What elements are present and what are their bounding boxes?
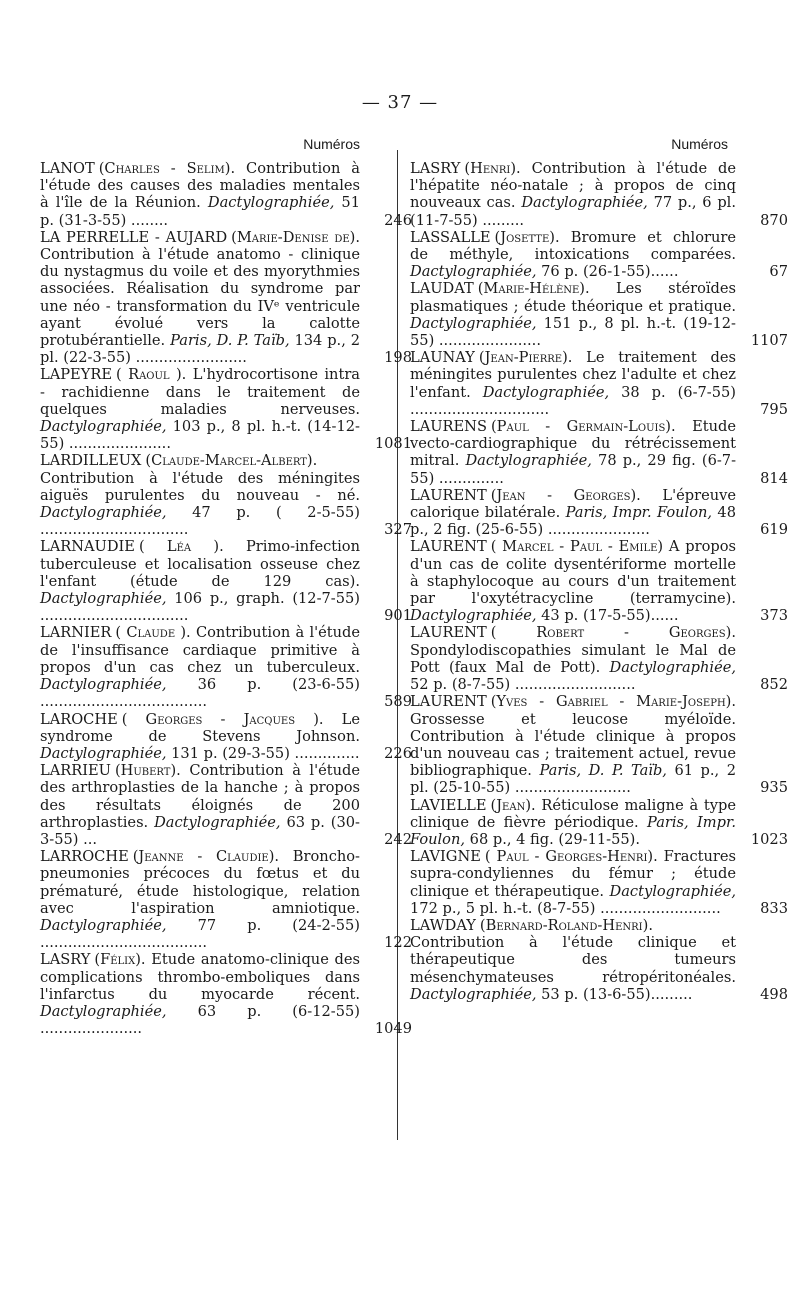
bibliography-entry <box>40 710 412 763</box>
pages-and-date: 77 p. (24-2-55) .................................... <box>40 916 360 952</box>
bibliography-entry <box>40 160 412 229</box>
bibliography-entry <box>40 452 412 539</box>
author-surname: LARDILLEUX <box>40 452 142 470</box>
author-given-names: (Félix). <box>94 951 146 969</box>
author-given-names: (Jeanne - Claudie). <box>132 848 280 866</box>
entry-text <box>410 624 736 693</box>
thesis-title: A propos d'un cas de colite dysentériforme mortelle à staphylocoque au cours d'un traitement par l'oxytétracycline (terramycine). <box>410 538 736 608</box>
entry-number: 246 <box>384 211 412 229</box>
entry-number: 589 <box>384 693 412 711</box>
pages-and-date: 48 p., 2 fig. (25-6-55) ...................... <box>410 504 736 539</box>
entry-number: 1023 <box>750 830 788 848</box>
pages-and-date: 68 p., 4 fig. (29-11-55). <box>465 830 640 848</box>
pages-and-date: 103 p., 8 pl. h.-t. (14-12-55) ...................... <box>40 418 360 453</box>
pages-and-date: 134 p., 2 pl. (22-3-55) ........................ <box>40 332 360 367</box>
entry-text <box>410 229 736 281</box>
entry-number: 242 <box>384 830 412 848</box>
author-surname: LANOT <box>40 160 95 177</box>
author-given-names: (Jean-Pierre). <box>478 349 573 367</box>
pages-and-date: 63 p. (30-3-55) ... <box>40 813 360 848</box>
entry-text <box>40 452 360 538</box>
author-given-names: (Paul - Germain-Louis). <box>490 418 676 436</box>
author-surname: LAURENS <box>410 418 487 436</box>
publication-info: Dactylographiée, <box>40 504 167 522</box>
publication-info: Dactylographiée, <box>482 383 610 401</box>
author-given-names: ( Léa ). <box>138 538 224 556</box>
bibliography-entry <box>410 538 788 625</box>
publication-info: Dactylographiée, <box>40 916 167 934</box>
pages-and-date: 63 p. (6-12-55) ...................... <box>40 1002 360 1038</box>
author-given-names: (Marie-Denise de). <box>231 228 360 246</box>
publication-info: Dactylographiée, <box>410 985 537 1003</box>
author-surname: LAURENT <box>410 624 487 642</box>
publication-info: Dactylographiée, <box>154 813 281 831</box>
author-given-names: ( Paul - Georges-Henri). <box>484 848 658 866</box>
left-column <box>40 160 412 1038</box>
pages-and-date: 151 p., 8 pl. h.-t. (19-12-55) ...................... <box>410 314 736 350</box>
entry-number: 498 <box>760 985 788 1003</box>
thesis-title: Fractures supra-condyliennes du fémur ; étude clinique et thérapeutique. <box>410 848 736 900</box>
entry-text <box>40 229 360 367</box>
pages-and-date: 52 p. (8-7-55) .......................... <box>410 676 636 694</box>
thesis-title: Contribution à l'étude de l'insuffisance cardiaque primitive à propos d'un cas chez un tuberculeux. <box>40 624 361 676</box>
author-surname: LAPEYRE <box>40 366 112 384</box>
entry-number: 619 <box>760 521 788 539</box>
pages-and-date: 61 p., 2 pl. (25-10-55) ......................... <box>410 762 736 797</box>
entry-text <box>40 848 360 951</box>
entry-number: 122 <box>384 934 412 952</box>
thesis-title: Bromure et chlorure de méthyle, intoxications comparées. <box>410 228 736 264</box>
bibliography-entry <box>40 624 412 711</box>
bibliography-entry <box>410 228 788 281</box>
entry-text <box>410 418 736 487</box>
bibliography-entry <box>40 228 412 367</box>
publication-info: Dactylographiée, <box>207 194 335 212</box>
bibliography-entry <box>410 624 788 694</box>
author-given-names: (Bernard-Roland-Henri). <box>479 916 653 934</box>
author-given-names: (Jean - Georges). <box>490 486 641 504</box>
entry-number: 1081 <box>374 435 412 453</box>
publication-info: Dactylographiée, <box>521 194 648 212</box>
author-surname: LAROCHE <box>40 710 118 728</box>
pages-and-date: 38 p. (6-7-55) .............................. <box>410 383 737 418</box>
entry-text <box>410 487 736 539</box>
entry-number: 1107 <box>750 332 788 350</box>
author-surname: LAVIGNE <box>410 848 481 866</box>
entry-number: 852 <box>760 676 788 694</box>
bibliography-entry <box>40 538 412 625</box>
entry-text <box>40 624 360 710</box>
entry-number: 67 <box>769 263 788 281</box>
entry-number: 795 <box>760 400 788 418</box>
thesis-title: Grossesse et leucose myéloïde. Contribution à l'étude clinique à propos d'un nouveau cas ; traitement actuel, revue bibliographique. <box>410 710 736 780</box>
pages-and-date: 76 p. (26-1-55)...... <box>536 263 679 281</box>
author-surname: LAURENT <box>410 538 487 556</box>
author-surname: LAUDAT <box>410 280 474 298</box>
entry-number: 226 <box>384 744 412 762</box>
author-surname: LARNIER <box>40 624 112 642</box>
bibliography-entry <box>410 916 788 1003</box>
entry-text <box>410 917 736 1003</box>
pages-and-date: 53 p. (13-6-55)......... <box>536 985 693 1003</box>
entry-text <box>40 762 360 848</box>
pages-and-date: 131 p. (29-3-55) .............. <box>166 744 360 762</box>
bibliography-entry <box>40 951 412 1038</box>
thesis-title: Primo-infection tuberculeuse et localisation osseuse chez l'enfant (étude de 129 cas). <box>40 538 360 590</box>
author-given-names: (Jean). <box>490 796 536 814</box>
pages-and-date: 172 p., 5 pl. h.-t. (8-7-55) .......................... <box>410 899 721 917</box>
thesis-title: Spondylodiscopathies simulant le Mal de Pott (faux Mal de Pott). <box>410 641 736 676</box>
thesis-title: Contribution à l'étude des arthroplasties de la hanche ; à propos des résultats éloignés de 200 arthroplasties. <box>40 762 360 831</box>
entry-text <box>40 160 360 229</box>
author-surname: LASSALLE <box>410 228 491 246</box>
entry-text <box>40 538 360 624</box>
bibliography-entry <box>40 366 412 453</box>
bibliography-entry <box>410 848 788 917</box>
column-divider <box>397 150 398 1140</box>
pages-and-date: 51 p. (31-3-55) ........ <box>40 194 360 229</box>
publication-info: Dactylographiée, <box>40 744 167 762</box>
publication-info: Dactylographiée, <box>410 607 537 625</box>
author-surname: LA PERRELLE - AUJARD <box>40 228 228 246</box>
publication-info: Dactylographiée, <box>465 452 592 470</box>
thesis-title: L'hydrocortisone intra - rachidienne dans le traitement de quelques maladies nerveuses. <box>40 366 360 418</box>
author-given-names: ( Marcel - Paul - Emile) <box>490 538 664 556</box>
publication-info: Dactylographiée, <box>40 590 167 608</box>
entry-number: 935 <box>760 779 788 797</box>
entry-text <box>410 797 736 849</box>
entry-text <box>40 366 360 452</box>
entry-number: 327 <box>384 521 412 539</box>
author-given-names: ( Robert - Georges). <box>490 624 736 642</box>
entry-text <box>410 280 736 349</box>
author-surname: LAVIELLE <box>410 796 487 814</box>
publication-info: Dactylographiée, <box>609 882 736 900</box>
column-header-right: Numéros <box>671 136 728 152</box>
thesis-title: Etude anatomo-clinique des complications thrombo-emboliques dans l'infarctus du myocarde récent. <box>40 951 360 1003</box>
publication-info: Dactylographiée, <box>410 263 537 281</box>
bibliography-entry <box>40 848 412 952</box>
entry-number: 373 <box>760 607 788 625</box>
thesis-title: L'épreuve calorique bilatérale. <box>410 486 736 522</box>
bibliography-entry <box>410 486 788 539</box>
entry-number: 1049 <box>374 1020 412 1038</box>
entry-text <box>410 693 736 796</box>
author-given-names: (Hubert). <box>114 762 181 780</box>
thesis-title: Le traitement des méningites purulentes chez l'adulte et chez l'enfant. <box>410 349 736 401</box>
author-surname: LASRY <box>410 160 461 177</box>
author-given-names: (Yves - Gabriel - Marie-Joseph). <box>490 693 736 711</box>
publication-info: Paris, D. P. Taïb, <box>539 762 667 780</box>
author-given-names: (Marie-Hélène). <box>477 280 590 298</box>
author-given-names: (Henri). <box>464 160 521 177</box>
thesis-title: Réticulose maligne à type clinique de fièvre périodique. <box>410 796 736 831</box>
publication-info: Dactylographiée, <box>40 418 167 436</box>
publication-info: Dactylographiée, <box>40 1002 167 1020</box>
thesis-title: Broncho-pneumonies précoces du fœtus et du prématuré, étude histologique, relation avec l'aspiration amniotique. <box>40 848 360 917</box>
entry-number: 870 <box>760 211 788 229</box>
author-surname: LAURENT <box>410 693 487 711</box>
publication-info: Paris, Impr. Foulon, <box>410 813 737 848</box>
thesis-title: Contribution à l'étude clinique et thérapeutique des tumeurs mésenchymateuses rétropéritonéales. <box>410 934 736 986</box>
author-surname: LAWDAY <box>410 916 476 934</box>
pages-and-date: 78 p., 29 fig. (6-7-55) .............. <box>410 452 736 487</box>
entry-number: 833 <box>760 899 788 917</box>
pages-and-date: 77 p., 6 pl. (11-7-55) ......... <box>410 194 736 229</box>
thesis-title: Contribution à l'étude anatomo - clinique du nystagmus du voile et des myorythmies associées. Réalisation du syndrome par une néo - transformation du IVᵉ ventricule ayant évolué vers la calotte protubérantielle. <box>40 246 360 350</box>
entry-text <box>410 349 736 418</box>
thesis-title: Contribution à l'étude des causes des maladies mentales à l'île de la Réunion. <box>40 160 361 212</box>
author-given-names: ( Raoul ). <box>115 366 187 384</box>
pages-and-date: 36 p. (23-6-55) .................................... <box>40 676 360 711</box>
entry-text <box>40 951 360 1037</box>
author-surname: LASRY <box>40 951 91 969</box>
author-given-names: ( Georges - Jacques ). <box>121 710 324 728</box>
author-surname: LARNAUDIE <box>40 538 135 556</box>
entry-text <box>40 711 360 763</box>
bibliography-entry <box>410 349 788 418</box>
author-given-names: ( Claude ). <box>115 624 191 642</box>
pages-and-date: 47 p. ( 2-5-55) ................................ <box>40 504 360 539</box>
author-surname: LARRIEU <box>40 762 111 780</box>
entry-number: 901 <box>384 607 412 625</box>
right-column <box>410 160 788 1003</box>
bibliography-entry <box>410 418 788 487</box>
bibliography-entry <box>40 762 412 848</box>
bibliography-entry <box>410 160 788 229</box>
author-surname: LAURENT <box>410 486 487 504</box>
thesis-title: Contribution à l'étude des méningites aiguës purulentes du nouveau - né. <box>40 469 360 504</box>
entry-number: 814 <box>760 469 788 487</box>
bibliography-entry <box>410 693 788 797</box>
publication-info: Dactylographiée, <box>410 314 537 332</box>
bibliography-entry <box>410 280 788 350</box>
column-header-left: Numéros <box>303 136 360 152</box>
entry-text <box>410 848 736 917</box>
thesis-title: Les stéroïdes plasmatiques ; étude théorique et pratique. <box>410 280 736 315</box>
publication-info: Dactylographiée, <box>609 658 736 676</box>
entry-number: 198 <box>384 349 412 367</box>
pages-and-date: 43 p. (17-5-55)...... <box>536 607 679 625</box>
entry-text <box>410 538 736 624</box>
author-surname: LAUNAY <box>410 349 475 367</box>
page-number: — 37 — <box>361 92 439 113</box>
author-given-names: (Charles - Selim). <box>98 160 236 177</box>
publication-info: Paris, Impr. Foulon, <box>565 504 713 522</box>
author-given-names: (Josette). <box>494 228 560 246</box>
bibliography-entry <box>410 796 788 849</box>
publication-info: Dactylographiée, <box>40 676 167 694</box>
author-given-names: (Claude-Marcel-Albert). <box>145 452 318 470</box>
entry-text <box>410 160 736 229</box>
publication-info: Paris, D. P. Taïb, <box>170 332 290 350</box>
author-surname: LARROCHE <box>40 848 129 866</box>
thesis-title: Etude vecto-cardiographique du rétrécissement mitral. <box>410 418 736 470</box>
pages-and-date: 106 p., graph. (12-7-55) ................................ <box>40 590 360 625</box>
thesis-title: Contribution à l'étude de l'hépatite néo-natale ; à propos de cinq nouveaux cas. <box>410 160 736 212</box>
thesis-title: Le syndrome de Stevens Johnson. <box>40 710 361 745</box>
